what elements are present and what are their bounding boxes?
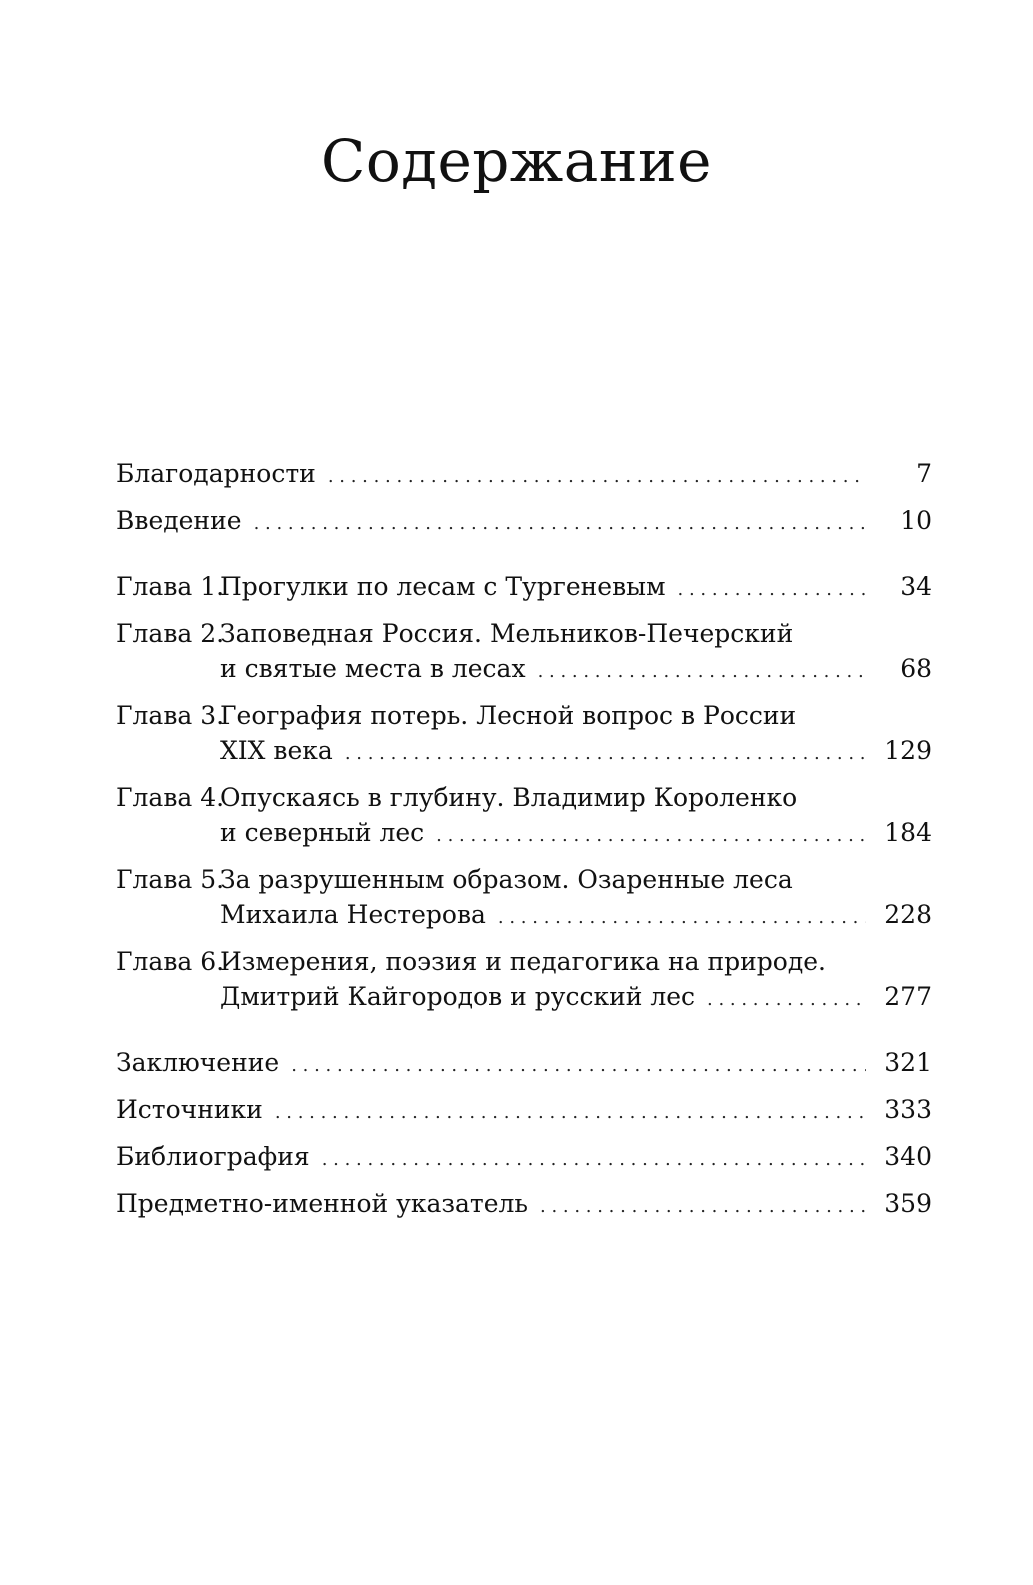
toc-entry-chapter-2[interactable]	[116, 616, 932, 689]
toc-entry[interactable]	[116, 1045, 932, 1083]
toc-entry-lastline	[116, 503, 932, 541]
toc-entry[interactable]	[116, 1092, 932, 1130]
dot-leader	[345, 736, 866, 771]
toc-entry-title-line1: Измерения, поэзия и педагогика на природе.	[220, 947, 826, 976]
dot-leader	[540, 1189, 866, 1224]
toc-entry-title-line1: За разрушенным образом. Озаренные леса	[220, 865, 793, 894]
toc-entry-body	[220, 569, 932, 607]
toc-page-number: 184	[884, 818, 932, 847]
toc-page-number: 333	[884, 1095, 932, 1124]
chapter-label: Глава 4.	[116, 783, 225, 812]
toc-entry-title-line2: Дмитрий Кайгородов и русский лес	[220, 982, 696, 1011]
dot-leader	[328, 459, 866, 494]
dot-leader	[707, 982, 866, 1017]
toc-entry-body	[116, 1092, 932, 1130]
toc-entry-lastline	[220, 733, 932, 771]
toc-entry-lastline	[116, 1045, 932, 1083]
toc-entry[interactable]	[116, 1186, 932, 1224]
toc-entry-lastline	[220, 569, 932, 607]
toc-entry-title-line1: Опускаясь в глубину. Владимир Короленко	[220, 783, 798, 812]
toc-page-number: 321	[884, 1048, 932, 1077]
toc-entry-chapter-1[interactable]	[116, 569, 932, 607]
chapter-label: Глава 2.	[116, 619, 225, 648]
toc-group-chapters	[116, 569, 932, 1017]
dot-leader	[498, 900, 866, 935]
dot-leader	[254, 506, 866, 541]
toc-entry-body	[116, 1139, 932, 1177]
toc-entry-chapter-5[interactable]	[116, 862, 932, 935]
toc-entry-lastline	[116, 1092, 932, 1130]
dot-leader	[678, 572, 866, 607]
dot-leader	[436, 818, 866, 853]
toc-page-number: 359	[884, 1189, 932, 1218]
toc-entry-title: Заключение	[116, 1048, 280, 1077]
dot-leader	[291, 1048, 866, 1083]
toc-entry-body	[116, 456, 932, 494]
toc-page-number: 340	[884, 1142, 932, 1171]
toc-entry-chapter-4[interactable]	[116, 780, 932, 853]
toc-entry-body	[220, 616, 932, 689]
toc-page-number: 228	[884, 900, 932, 929]
toc-entry-body	[116, 1045, 932, 1083]
toc-page-number: 68	[900, 654, 932, 683]
toc-entry-title-line1: География потерь. Лесной вопрос в России	[220, 701, 797, 730]
toc-entry-lastline	[220, 897, 932, 935]
chapter-label: Глава 3.	[116, 701, 225, 730]
toc-entry-title: Предметно-именной указатель	[116, 1189, 529, 1218]
toc-entry-title-line2: Михаила Нестерова	[220, 900, 486, 929]
toc-entry-title: Прогулки по лесам с Тургеневым	[220, 572, 666, 601]
toc-entry-body	[116, 1186, 932, 1224]
toc-entry-title-line2: и святые места в лесах	[220, 654, 526, 683]
toc-entry-lastline	[116, 1186, 932, 1224]
toc-entry-lastline	[116, 1139, 932, 1177]
toc-page-number: 277	[884, 982, 932, 1011]
dot-leader	[322, 1142, 866, 1177]
toc-entry-lastline	[220, 815, 932, 853]
toc-group-front-matter	[116, 456, 932, 541]
toc-entry[interactable]	[116, 1139, 932, 1177]
toc-entry-body	[220, 780, 932, 853]
chapter-label: Глава 5.	[116, 865, 225, 894]
dot-leader	[538, 654, 866, 689]
toc-entry-lastline	[220, 979, 932, 1017]
toc-page-number: 10	[900, 506, 932, 535]
toc-page-number: 129	[884, 736, 932, 765]
toc-entry[interactable]	[116, 456, 932, 494]
toc-entry-title: Источники	[116, 1095, 263, 1124]
toc-entry-chapter-6[interactable]	[116, 944, 932, 1017]
toc-entry-title-line1: Заповедная Россия. Мельников-Печерский	[220, 619, 794, 648]
toc-entry-body	[220, 698, 932, 771]
toc-entry-chapter-3[interactable]	[116, 698, 932, 771]
toc-entry-title-line2: XIX века	[220, 736, 333, 765]
toc-entry-lastline	[116, 456, 932, 494]
toc-page-number: 34	[900, 572, 932, 601]
toc-entry-title: Введение	[116, 506, 242, 535]
toc-entry-body	[220, 944, 932, 1017]
toc-page-number: 7	[916, 459, 932, 488]
toc-entry-lastline	[220, 651, 932, 689]
toc-entry-body	[116, 503, 932, 541]
toc-entry-title-line2: и северный лес	[220, 818, 425, 847]
chapter-label: Глава 6.	[116, 947, 225, 976]
dot-leader	[275, 1095, 866, 1130]
toc-entry-title: Библиография	[116, 1142, 310, 1171]
chapter-label: Глава 1.	[116, 572, 225, 601]
table-of-contents	[116, 456, 932, 1224]
toc-entry-title: Благодарности	[116, 459, 316, 488]
page-title: Содержание	[320, 127, 713, 195]
toc-entry-body	[220, 862, 932, 935]
toc-entry[interactable]	[116, 503, 932, 541]
toc-group-back-matter	[116, 1045, 932, 1224]
